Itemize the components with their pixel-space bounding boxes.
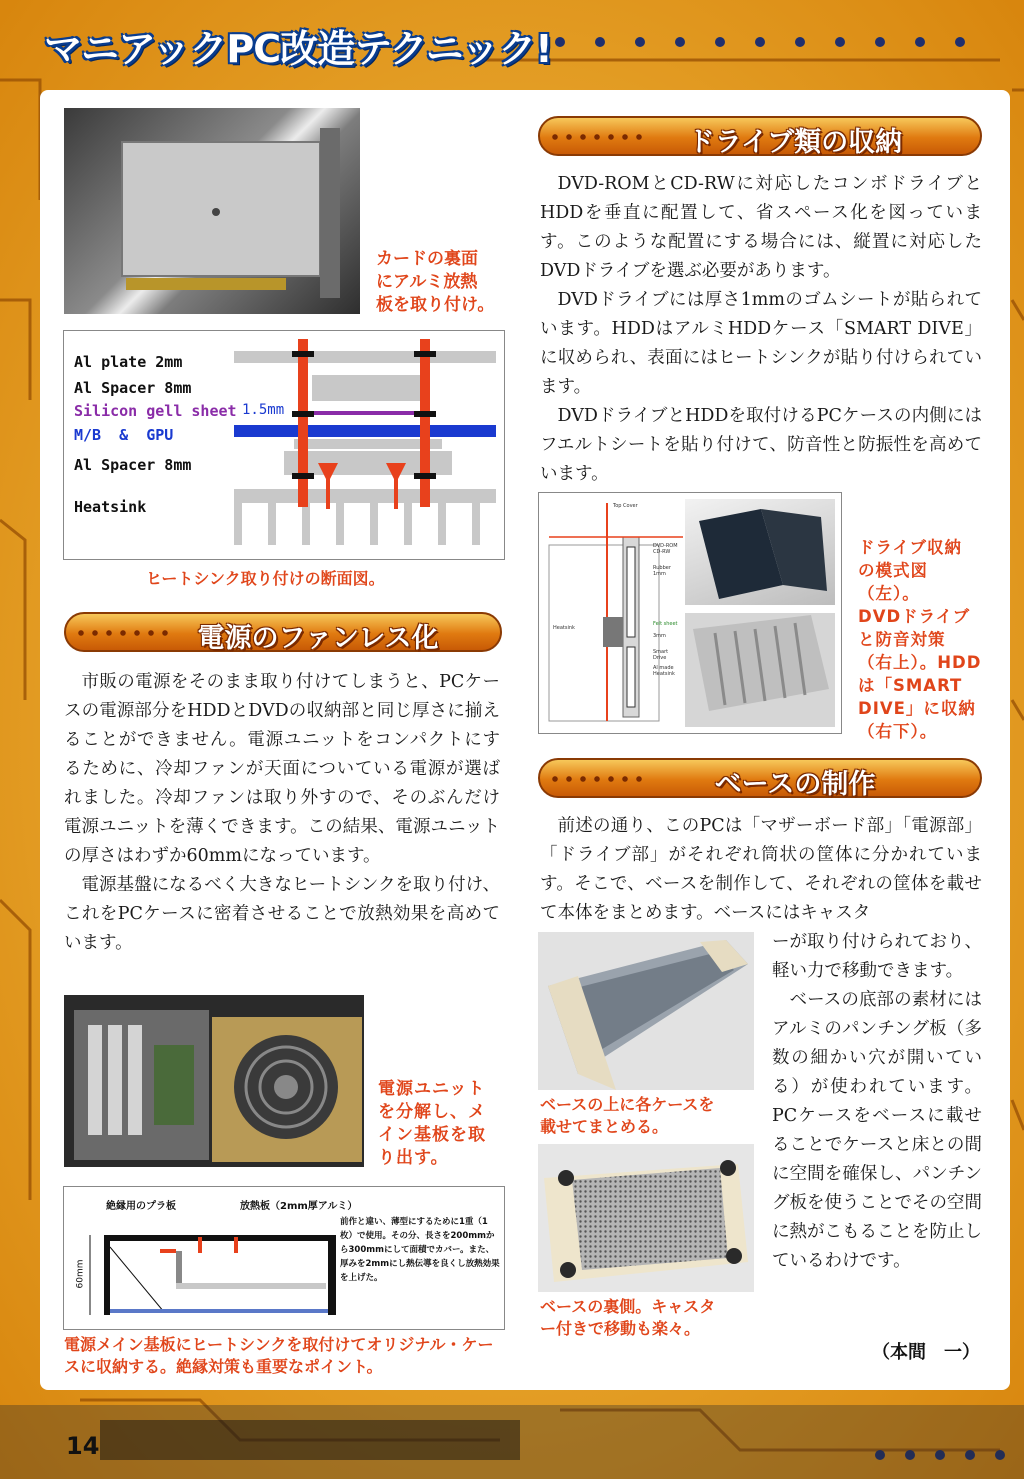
label-al-heatsink: Al made Heatsink	[653, 665, 675, 677]
base-top-caption: ベースの上に各ケースを 載せてまとめる。	[540, 1095, 715, 1136]
section-title-power: 電源のファンレス化	[197, 623, 439, 654]
label-smart-drive: Smart Drive	[653, 649, 669, 661]
label-al-spacer-bottom: Al Spacer 8mm	[74, 456, 192, 474]
label-al-plate: Al plate 2mm	[74, 353, 183, 371]
paragraph: 市販の電源をそのまま取り付けてしまうと、PCケースの電源部分をHDDとDVDの収納部と同じ厚さに揃えることができません。電源ユニットをコンパクトにするために、冷却ファンが天面についている電源が選ばれました。冷却ファンは取り外すので、そのぶんだけ電源ユニットを薄くできます。この結果、電源ユニットの厚さはわずか60mmになっています。	[64, 672, 500, 866]
label-height: 60mm	[75, 1259, 86, 1289]
section-heading-drive	[538, 116, 982, 156]
base-side-text	[772, 928, 982, 1276]
power-drawing	[64, 1187, 344, 1329]
section-heading-base	[538, 758, 982, 798]
paragraph: 前述の通り、このPCは「マザーボード部」「電源部」「ドライブ部」がそれぞれ筒状の筐体に分かれています。そこで、ベースを制作して、それぞれの筐体を載せて本体をまとめます。ベースにはキャスタ	[540, 816, 982, 923]
drive-schematic	[543, 497, 683, 727]
label-insulator: 絶縁用のプラ板	[106, 1201, 176, 1212]
power-unit-photo	[64, 995, 364, 1167]
label-silicon-sheet: Silicon gell sheet	[74, 402, 237, 420]
card-caption: カードの裏面 にアルミ放熱 板を取り付け。	[376, 249, 495, 315]
section-title-drive: ドライブ類の収納	[687, 127, 903, 158]
paragraph: DVD-ROMとCD-RWに対応したコンボドライブとHDDを垂直に配置して、省スペース化を図っています。このような配置にする場合には、縦置に対応したDVDドライブを選ぶ必要があります。	[540, 174, 982, 281]
base-top-photo	[538, 932, 754, 1090]
label-silicon-thickness: 1.5mm	[242, 402, 285, 418]
label-mb-gpu: M/B & GPU	[74, 426, 174, 444]
label-heatsink: Heatsink	[74, 498, 147, 516]
section-drawing	[234, 339, 499, 554]
author-credit: （本間 一）	[872, 1342, 980, 1363]
section-heading-power	[64, 612, 502, 652]
page-number: 14	[66, 1432, 100, 1460]
label-top-cover: Top Cover	[613, 503, 638, 509]
base-intro-text	[540, 812, 982, 928]
drive-caption: ドライブ収納 の模式図（左）。 DVDドライブ と防音対策 （右上）。HDD は「SMART DIVE」に収納 （右下）。	[858, 538, 982, 741]
paragraph: DVDドライブとHDDを取付けるPCケースの内側にはフエルトシートを貼り付けて、防音性と防振性を高めています。	[540, 406, 982, 484]
power-diagram-caption: 電源メイン基板にヒートシンクを取付けてオリジナル・ケースに収納する。絶縁対策も重要なポイント。	[64, 1335, 494, 1376]
power-heatsink-diagram	[63, 1186, 505, 1330]
base-bottom-caption: ベースの裏側。キャスタ ー付きで移動も楽々。	[540, 1297, 716, 1338]
label-three-mm: 3mm	[653, 633, 666, 639]
power-body-text	[64, 668, 500, 958]
paragraph: 電源基盤になるべく大きなヒートシンクを取り付け、これをPCケースに密着させることで放熱効果を高めています。	[64, 875, 500, 953]
label-dvd-rom: DVD-ROM CD-RW	[653, 543, 678, 555]
paragraph: DVDドライブには厚さ1mmのゴムシートが貼られています。HDDはアルミHDDケース「SMART DIVE」に収められ、表面にはヒートシンクが貼り付けられています。	[540, 290, 982, 397]
label-heat-plate: 放熱板（2mm厚アルミ）	[240, 1201, 358, 1212]
label-felt: Felt sheet	[653, 621, 678, 627]
paragraph: ーが取り付けられており、軽い力で移動できます。	[772, 932, 982, 981]
heatsink-section-diagram	[63, 330, 505, 560]
power-unit-caption: 電源ユニット を分解し、メ イン基板を取 り出す。	[378, 1079, 486, 1168]
drive-storage-diagram	[538, 492, 842, 734]
paragraph: ベースの底部の素材にはアルミのパンチング板（多数の細かい穴が開いている）が使われています。PCケースをベースに載せることでケースと床との間に空間を確保し、パンチング板を使うことでその空間に熱がこもることを防止しているわけです。	[772, 990, 982, 1271]
heatsink-diagram-caption: ヒートシンク取り付けの断面図。	[146, 569, 385, 588]
graphics-card-photo	[64, 108, 360, 314]
label-rubber: Rubber 1mm	[653, 565, 671, 577]
label-heatsink: Heatsink	[553, 625, 575, 631]
section-title-base: ベースの制作	[714, 769, 876, 800]
label-note: 前作と違い、薄型にするために1重（1枚）で使用。その分、長さを200mmから300mmにして面積でカバー。また、厚みを2mmにし熱伝導を良くし放熱効果を上げた。	[340, 1217, 500, 1283]
page-title: マニアックPC改造テクニック!	[44, 27, 552, 71]
hdd-heatsink-photo	[685, 613, 835, 727]
drive-body-text	[540, 170, 982, 489]
base-bottom-photo	[538, 1144, 754, 1292]
label-al-spacer-top: Al Spacer 8mm	[74, 379, 192, 397]
dvd-felt-photo	[685, 499, 835, 605]
